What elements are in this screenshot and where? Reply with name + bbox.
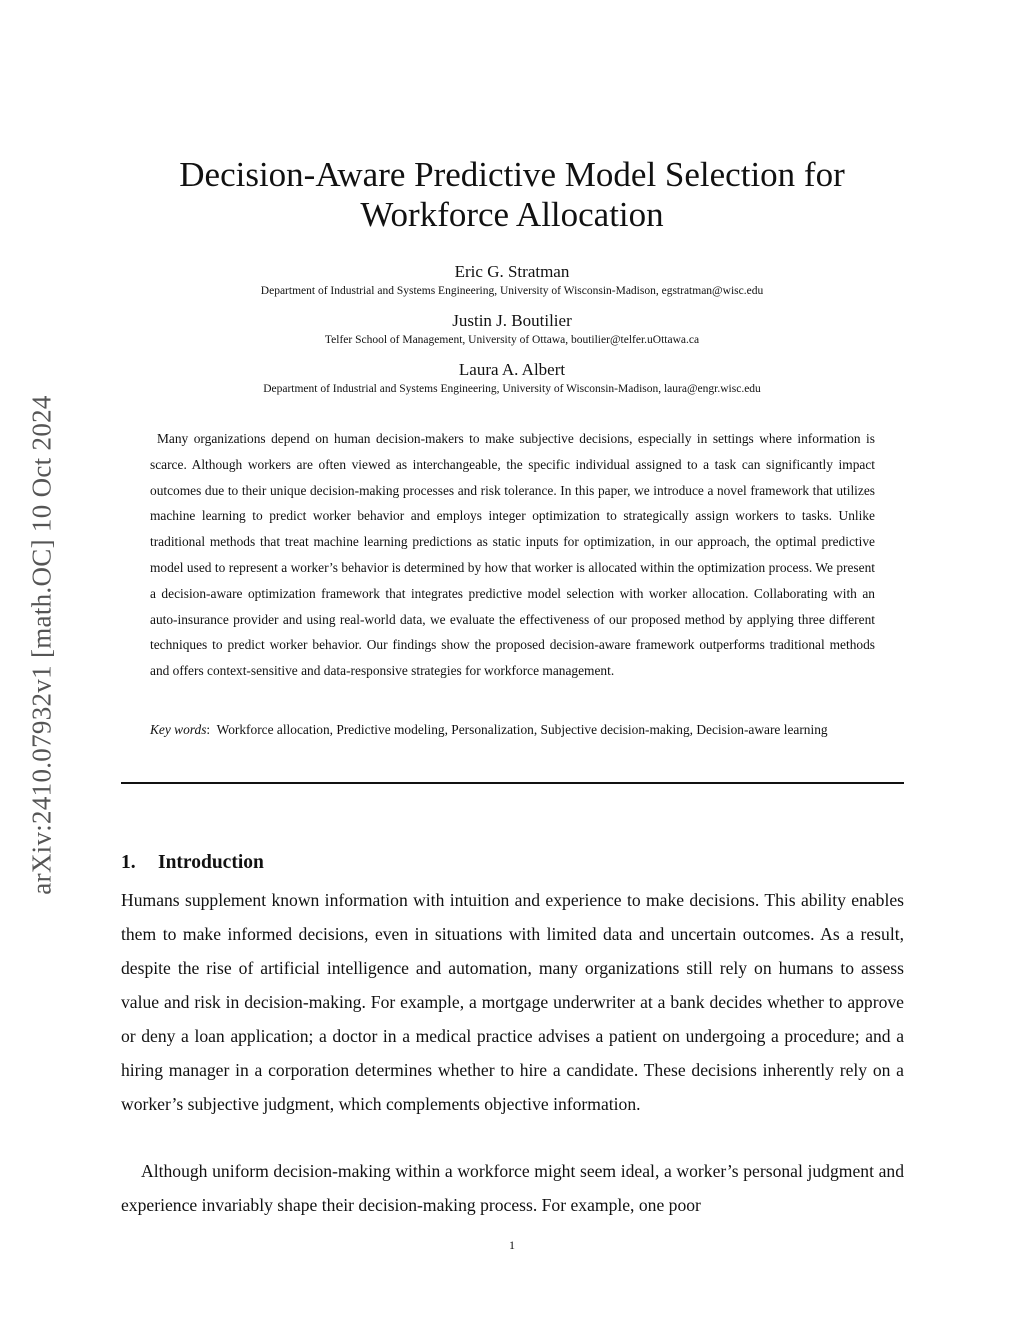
author-affiliation: Department of Industrial and Systems Engineering, University of Wisconsin-Madison, laura@engr.wisc.edu — [263, 383, 761, 395]
section-title: Introduction — [158, 852, 264, 873]
author-affiliation: Department of Industrial and Systems Engineering, University of Wisconsin-Madison, egstratman@wisc.edu — [260, 285, 764, 297]
author-name: Laura A. Albert — [458, 360, 566, 379]
section-number: 1. — [121, 852, 136, 873]
keywords-separator: : — [206, 722, 211, 737]
arxiv-identifier-stamp — [0, 0, 90, 1325]
page-number: 1 — [509, 1238, 515, 1252]
abstract: Many organizations depend on human decision-makers to make subjective decisions, especially in settings where information is scarce. Although workers are often viewed as interchangeable, the specific individual assigned to a task can significantly impact outcomes due to their unique decision-making processes and risk tolerance. In this paper, we introduce a novel framework that utilizes machine learning to predict worker behavior and employs integer optimization to strategically assign workers to tasks. Unlike traditional methods that treat machine learning predictions as static inputs for optimization, in our approach, the optimal predictive model used to represent a worker’s behavior is determined by how that worker is allocated within the optimization process. We present a decision-aware optimization framework that integrates predictive model selection with worker allocation. Collaborating with an auto-insurance provider and using real-world data, we evaluate the effectiveness of our proposed method by applying three different techniques to predict worker behavior. Our findings show the proposed decision-aware framework outperforms traditional methods and offers context-sensitive and data-responsive strategies for workforce management. — [150, 431, 875, 679]
keywords-text: Workforce allocation, Predictive modeling, Personalization, Subjective decision-making, Decision-aware learning — [216, 722, 828, 737]
body-paragraph: Although uniform decision-making within a workforce might seem ideal, a worker’s personal judgment and experience invariably shape their decision-making process. For example, one poor — [121, 1161, 904, 1215]
author-affiliation: Telfer School of Management, University of Ottawa, boutilier@telfer.uOttawa.ca — [324, 334, 700, 346]
header-divider — [121, 782, 904, 784]
keywords-label: Key words — [150, 722, 207, 737]
author-name: Eric G. Stratman — [454, 262, 570, 281]
paper-title: Decision-Aware Predictive Model Selection for Workforce Allocation — [179, 155, 845, 234]
author-name: Justin J. Boutilier — [452, 311, 572, 330]
body-paragraph: Humans supplement known information with intuition and experience to make decisions. This ability enables them to make informed decisions, even in situations with limited data and uncertain outcomes. As a result, despite the rise of artificial intelligence and automation, many organizations still rely on humans to assess value and risk in decision-making. For example, a mortgage underwriter at a bank decides whether to approve or deny a loan application; a doctor in a medical practice advises a patient on undergoing a procedure; and a hiring manager in a corporation determines whether to hire a candidate. These decisions inherently rely on a worker’s subjective judgment, which complements objective information. — [121, 890, 904, 1114]
arxiv-identifier-text: arXiv:2410.07932v1 [math.OC] 10 Oct 2024 — [26, 395, 57, 895]
section-heading — [121, 852, 264, 874]
keywords — [150, 717, 890, 743]
